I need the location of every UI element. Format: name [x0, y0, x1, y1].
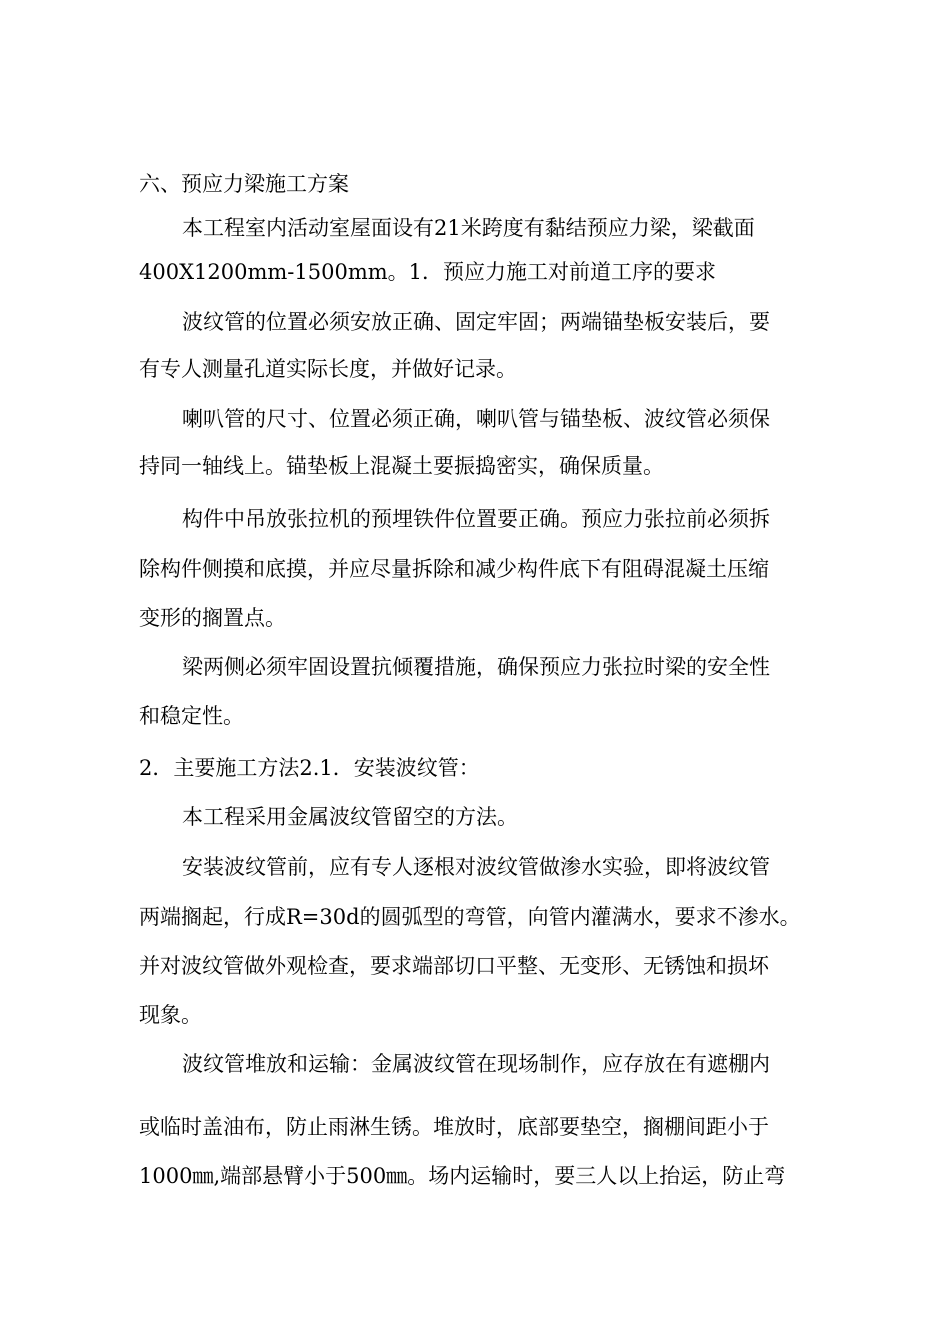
paragraph-line: 有专人测量孔道实际长度，并做好记录。: [139, 357, 517, 381]
paragraph-line: 梁两侧必须牢固设置抗倾覆措施，确保预应力张拉时梁的安全性: [182, 655, 770, 679]
section-heading: 六、预应力梁施工方案: [139, 172, 349, 196]
paragraph-line: 除构件侧摸和底摸，并应尽量拆除和减少构件底下有阻碍混凝土压缩: [139, 557, 769, 581]
paragraph-line: 波纹管的位置必须安放正确、固定牢固；两端锚垫板安装后，要: [182, 310, 770, 334]
paragraph-line: 构件中吊放张拉机的预埋铁件位置要正确。预应力张拉前必须拆: [182, 507, 770, 531]
paragraph-line: 并对波纹管做外观检查，要求端部切口平整、无变形、无锈蚀和损坏: [139, 954, 769, 978]
paragraph-line: 400X1200mm-1500mm。1．预应力施工对前道工序的要求: [139, 260, 717, 284]
paragraph-line: 和稳定性。: [139, 704, 244, 728]
section-heading: 2．主要施工方法2.1．安装波纹管：: [139, 756, 480, 780]
paragraph-line: 本工程室内活动室屋面设有21米跨度有黏结预应力梁，梁截面: [182, 216, 755, 240]
paragraph-line: 喇叭管的尺寸、位置必须正确，喇叭管与锚垫板、波纹管必须保: [182, 407, 770, 431]
paragraph-line: 1000㎜,端部悬臂小于500㎜。场内运输时，要三人以上抬运，防止弯: [139, 1164, 786, 1188]
paragraph-line: 变形的搁置点。: [139, 606, 286, 630]
paragraph-line: 本工程采用金属波纹管留空的方法。: [182, 805, 518, 829]
paragraph-line: 或临时盖油布，防止雨淋生锈。堆放时，底部要垫空，搁棚间距小于: [139, 1115, 769, 1139]
paragraph-line: 持同一轴线上。锚垫板上混凝土要振捣密实，确保质量。: [139, 454, 664, 478]
paragraph-line: 安装波纹管前，应有专人逐根对波纹管做渗水实验，即将波纹管: [182, 855, 770, 879]
paragraph-line: 波纹管堆放和运输：金属波纹管在现场制作，应存放在有遮棚内: [182, 1052, 770, 1076]
paragraph-line: 现象。: [139, 1003, 202, 1027]
paragraph-line: 两端搁起，行成R=30d的圆弧型的弯管，向管内灌满水，要求不渗水。: [139, 905, 801, 929]
